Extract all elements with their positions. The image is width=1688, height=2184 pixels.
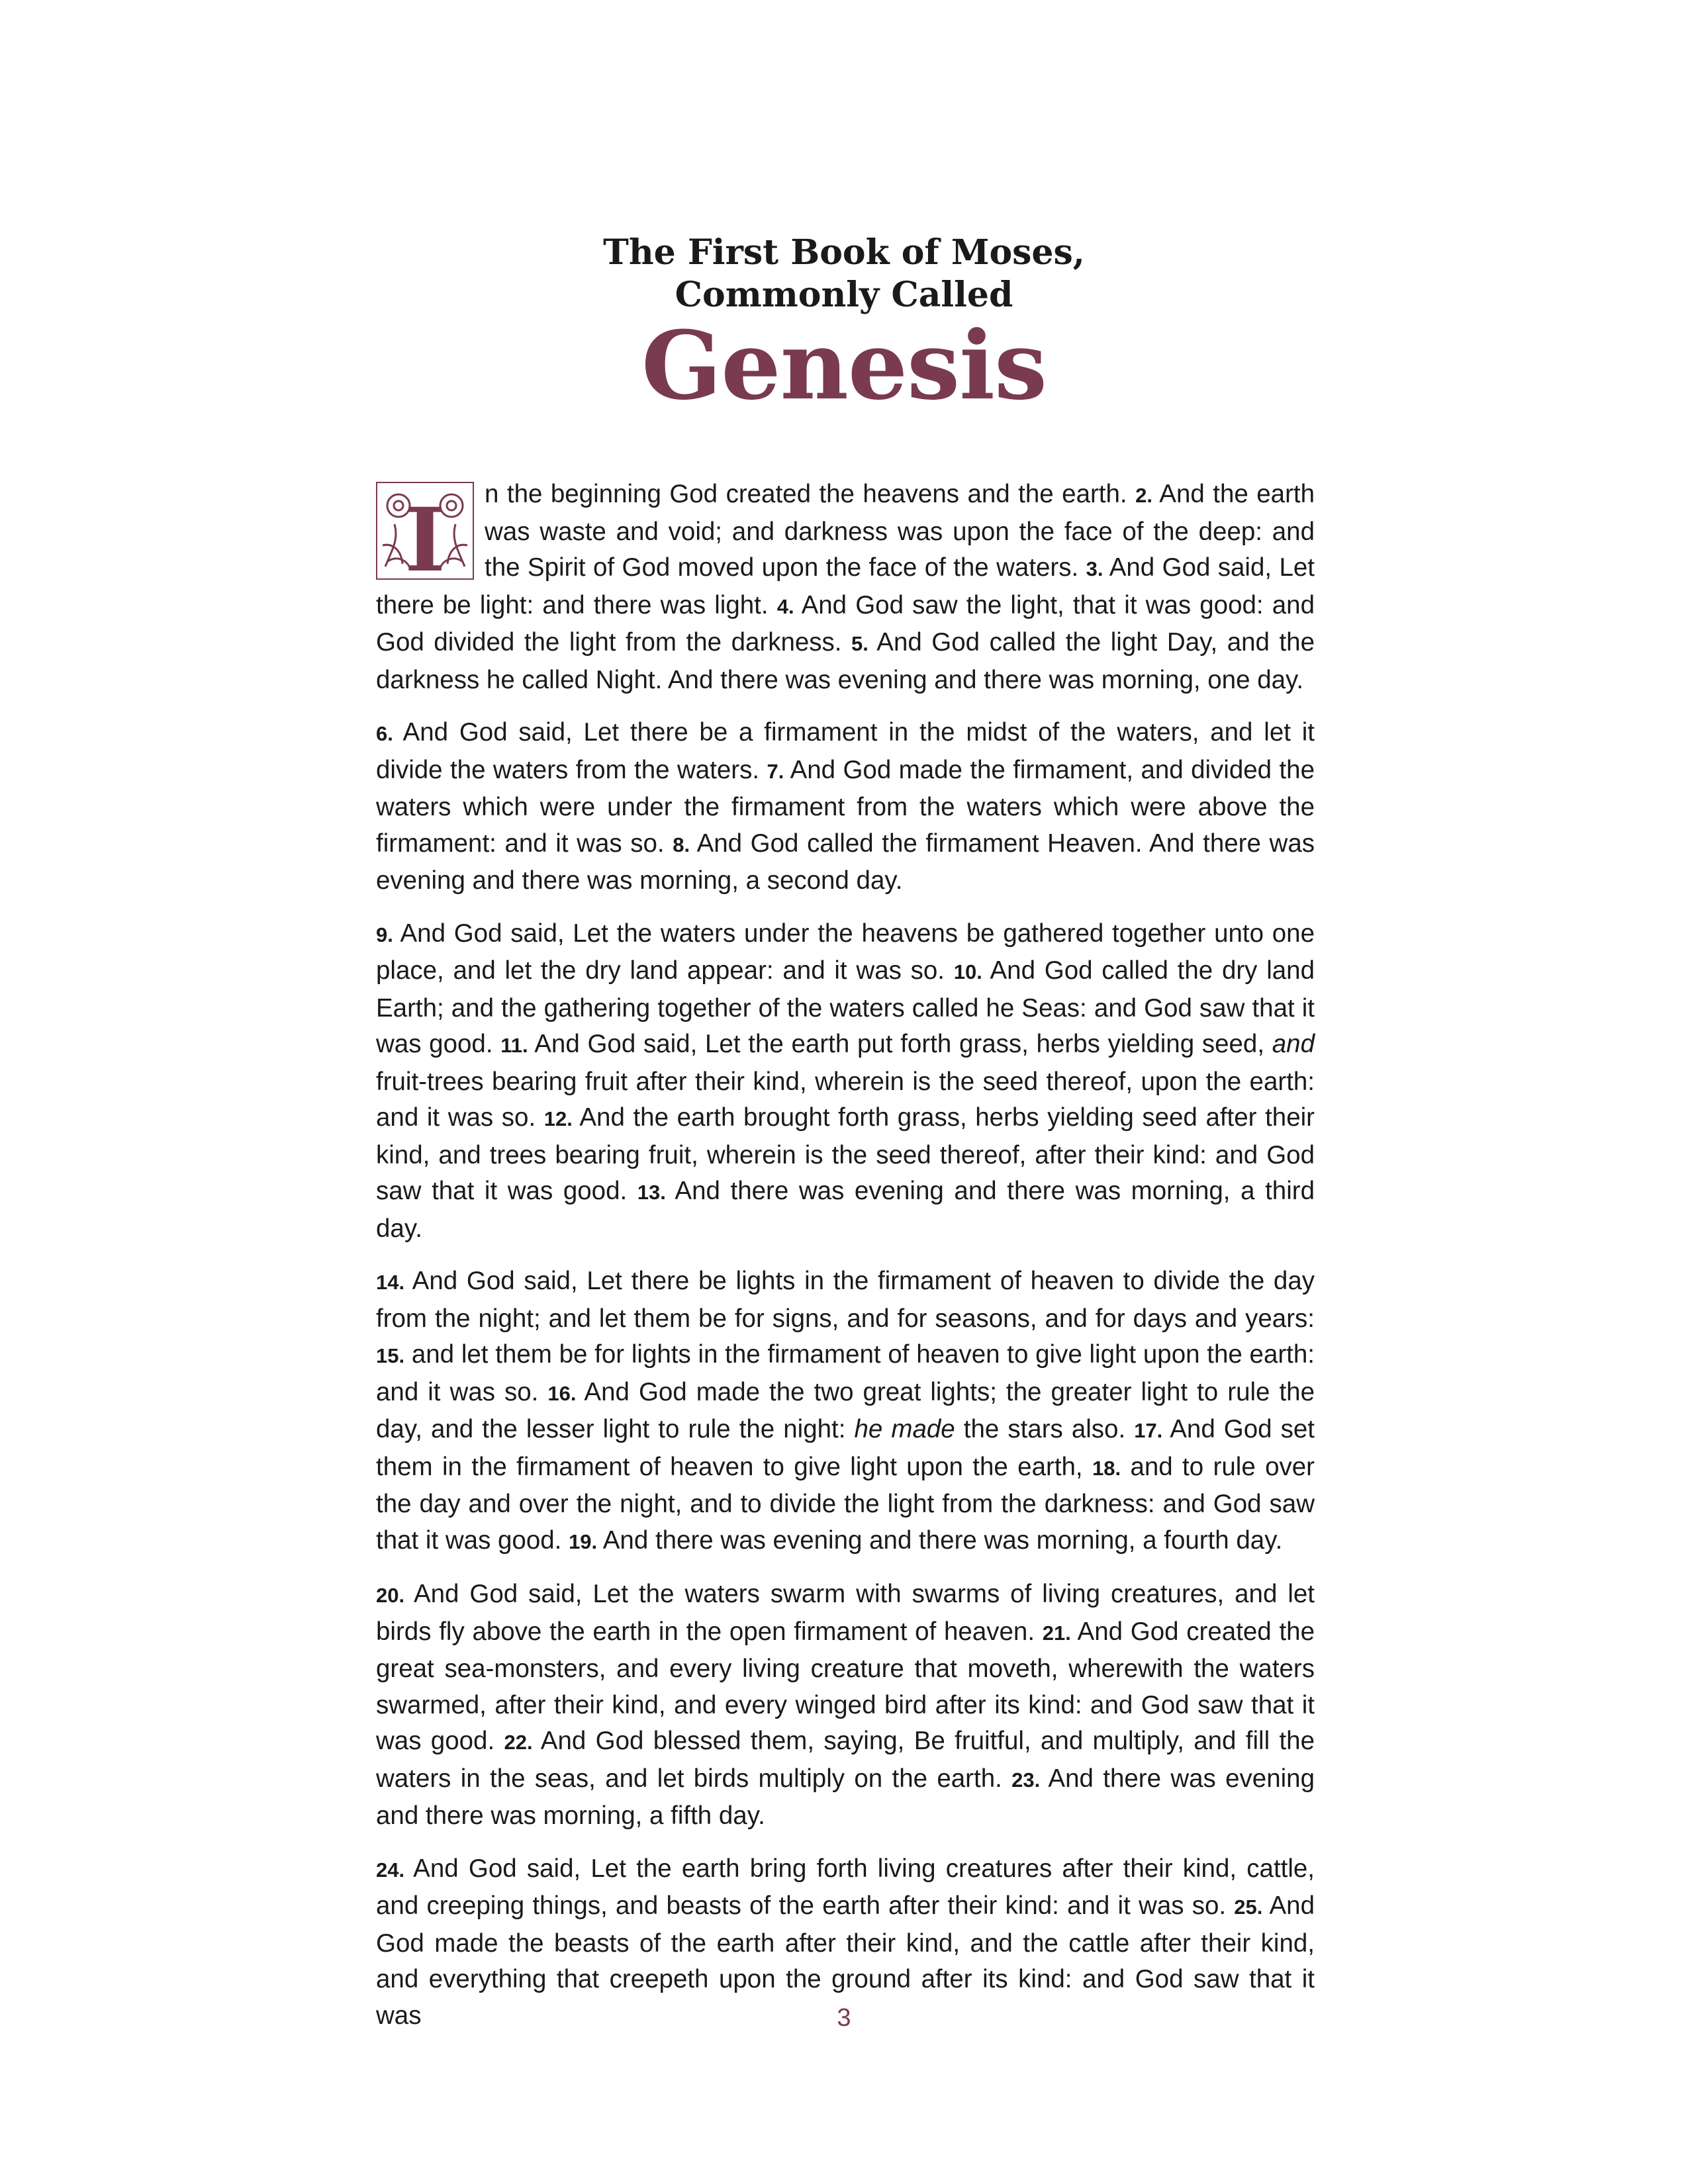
book-subtitle-line-2: Commonly Called <box>675 275 1013 315</box>
verse-number: 4. <box>776 594 794 618</box>
verse-number: 8. <box>673 833 690 856</box>
verse-number: 5. <box>851 632 868 655</box>
verse-paragraph <box>376 1263 1315 1560</box>
verse-text: fruit-trees bearing fruit after their kind, wherein is the seed thereof, upon the earth: and it was so. <box>376 1067 1315 1132</box>
verse-text: And there was evening and there was morning, a fourth day. <box>597 1525 1283 1555</box>
drop-cap-letter: I <box>404 489 445 580</box>
verse-number: 21. <box>1042 1621 1071 1645</box>
verse-number: 11. <box>500 1034 528 1057</box>
verse-number: 17. <box>1134 1419 1163 1442</box>
verse-paragraph <box>376 916 1315 1248</box>
verse-number: 18. <box>1092 1456 1121 1480</box>
verse-number: 14. <box>376 1271 405 1294</box>
verse-text: And God made the beasts of the earth after their kind, and the cattle after their kind, and everything that creepeth upon the ground after its kind: and God saw that it was <box>376 1891 1315 2030</box>
verse-text: And God saw the light, that it was good: and God divided the light from the darkness. <box>376 590 1315 657</box>
verse-text: And God blessed them, saying, Be fruitful, and multiply, and fill the waters in the seas, and let birds multiply on the earth. <box>376 1727 1315 1793</box>
verse-text: And God called the firmament Heaven. And there was evening and there was morning, a second day. <box>376 829 1315 895</box>
verse-text: And God said, Let there be lights in the firmament of heaven to divide the day from the night; and let them be for signs, and for seasons, and for days and years: <box>376 1267 1315 1333</box>
verse-number: 22. <box>504 1731 533 1754</box>
verse-number: 10. <box>953 960 982 983</box>
verse-text: n the beginning God created the heavens and the earth. <box>485 480 1136 508</box>
ornate-drop-cap-icon <box>376 482 474 580</box>
verse-text: And God said, Let there be a firmament in the midst of the waters, and let it divide the waters from the waters. <box>376 718 1315 784</box>
verse-text: And God called the light Day, and the darkness he called Night. And there was evening and there was morning, one day. <box>376 628 1315 694</box>
verse-text: And there was evening and there was morning, a third day. <box>376 1177 1315 1243</box>
verse-number: 25. <box>1234 1895 1263 1919</box>
verse-number: 15. <box>376 1344 405 1367</box>
verse-number: 12. <box>543 1107 573 1130</box>
verse-text: And God made the firmament, and divided the waters which were under the firmament from the waters which were above the firmament: and it was so. <box>376 755 1315 858</box>
verse-number: 13. <box>637 1181 666 1204</box>
verse-text: And God made the two great lights; the greater light to rule the day, and the lesser light to rule the night: <box>376 1377 1315 1443</box>
title-block <box>0 232 1688 421</box>
verse-number: 2. <box>1135 484 1152 507</box>
verse-paragraph <box>376 477 1315 698</box>
verse-number: 7. <box>767 759 784 783</box>
verse-text: And God said, Let the waters swarm with swarms of living creatures, and let birds fly above the earth in the open firmament of heaven. <box>376 1580 1315 1646</box>
verse-text: And God created the great sea-monsters, and every living creature that moveth, wherewith the waters swarmed, after their kind, and every winged bird after its kind: and God saw that it was good. <box>376 1617 1315 1755</box>
verse-text-italic: and <box>1272 1030 1315 1058</box>
book-title: Genesis <box>641 311 1047 421</box>
verse-text: and to rule over the day and over the night, and to divide the light from the darkness: and God saw that it was good. <box>376 1452 1315 1555</box>
verse-number: 20. <box>376 1584 405 1607</box>
verse-text: And God said, Let there be light: and there was light. <box>376 553 1315 619</box>
verse-text: And God set them in the firmament of heaven to give light upon the earth, <box>376 1415 1315 1481</box>
verse-number: 24. <box>376 1858 405 1882</box>
verse-text: And God called the dry land Earth; and the gathering together of the waters called he Seas: and God saw that it was good. <box>376 956 1315 1058</box>
verse-text-italic: he made <box>854 1415 955 1443</box>
page-number: 3 <box>837 2004 851 2032</box>
verse-number: 3. <box>1086 557 1103 580</box>
verse-number: 9. <box>376 923 393 946</box>
verse-text: the stars also. <box>955 1415 1135 1443</box>
book-subtitle-line-1: The First Book of Moses, <box>603 232 1085 273</box>
verse-text: And God said, Let the waters under the heavens be gathered together unto one place, and let the dry land appear: and it was so. <box>376 919 1315 985</box>
verse-text: And the earth brought forth grass, herbs yielding seed after their kind, and trees bearing fruit, wherein is the seed thereof, after their kind: and God saw that it was good. <box>376 1103 1315 1205</box>
verse-paragraph <box>376 1576 1315 1835</box>
verse-text: and let them be for lights in the firmament of heaven to give light upon the earth: and it was so. <box>376 1340 1315 1406</box>
verse-number: 19. <box>569 1529 598 1553</box>
verse-paragraph <box>376 715 1315 899</box>
verse-number: 6. <box>376 722 393 745</box>
verse-text: And God said, Let the earth bring forth living creatures after their kind, cattle, and creeping things, and beasts of the earth after their kind: and it was so. <box>376 1854 1315 1920</box>
verse-text: And there was evening and there was morning, a fifth day. <box>376 1764 1315 1830</box>
verse-number: 16. <box>547 1381 577 1405</box>
verse-text: And the earth was waste and void; and darkness was upon the face of the deep: and the Spirit of God moved upon the face of the waters. <box>485 480 1315 582</box>
verse-number: 23. <box>1011 1768 1041 1792</box>
scripture-text <box>376 477 1315 2050</box>
verse-text: And God said, Let the earth put forth grass, herbs yielding seed, <box>528 1030 1272 1058</box>
